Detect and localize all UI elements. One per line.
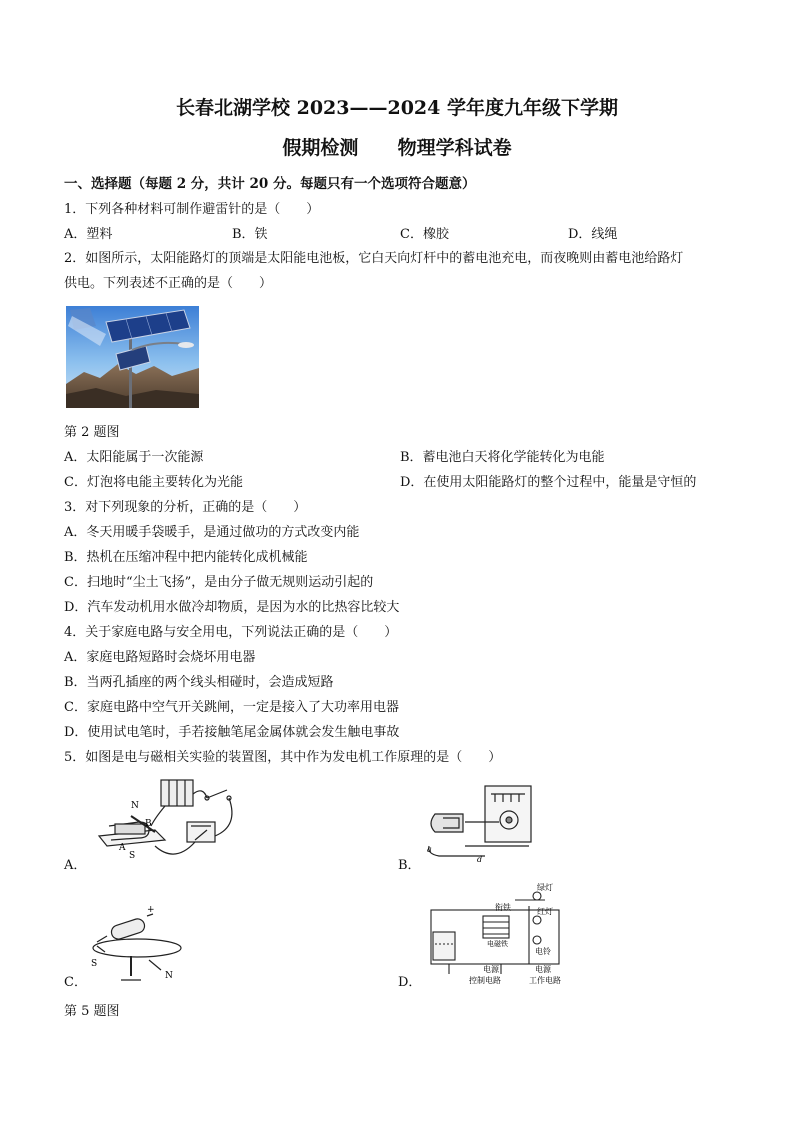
fig-a-label-b: B <box>145 819 152 829</box>
fig-d-label-bell: 电铃 <box>535 947 551 956</box>
q3-option-a: A．冬天用暖手袋暖手，是通过做功的方式改变内能 <box>64 525 360 540</box>
q5-option-a-label: A． <box>64 858 87 873</box>
exam-title-line2 <box>0 136 794 160</box>
q2-stem-line2: 供电。下列表述不正确的是（ ） <box>64 276 273 291</box>
fig-c-label-n: N <box>165 971 173 981</box>
q4-option-d: D．使用试电笔时，手若接触笔尾金属体就会发生触电事故 <box>64 725 400 740</box>
fig-d-label-control-circuit: 控制电路 <box>469 976 501 985</box>
q1-option-b: B．铁 <box>232 227 268 242</box>
q3-option-c: C．扫地时“尘土飞扬”，是由分子做无规则运动引起的 <box>64 575 374 590</box>
exam-title-line1: 长春北湖学校 2023——2024 学年度九年级下学期 <box>176 97 618 119</box>
q1-stem: 1．下列各种材料可制作避雷针的是（ ） <box>64 202 320 217</box>
fig-d-label-green-light: 绿灯 <box>537 883 553 892</box>
q1-option-d: D．线绳 <box>568 227 618 242</box>
q3-option-b: B．热机在压缩冲程中把内能转化成机械能 <box>64 550 308 565</box>
q5-figure-b <box>425 780 537 868</box>
fig-c-label-s: S <box>91 959 98 969</box>
exam-title-left: 假期检测 <box>282 137 359 159</box>
q1-option-a: A．塑料 <box>64 227 113 242</box>
section-heading: 一、选择题（每题 2 分，共计 20 分。每题只有一个选项符合题意） <box>64 176 476 192</box>
solar-street-lamp-image <box>66 306 199 408</box>
fig-a-label-s: S <box>129 851 136 861</box>
q2-figure-caption: 第 2 题图 <box>64 425 120 440</box>
fig-a-label-a: A <box>119 843 126 853</box>
fig-a-label-n: N <box>131 801 139 811</box>
svg-text:d: d <box>477 855 483 864</box>
fig-d-label-power1: 电源 <box>483 965 499 974</box>
q2-option-b: B．蓄电池白天将化学能转化为电能 <box>400 450 605 465</box>
q4-option-c: C．家庭电路中空气开关跳闸，一定是接入了大功率用电器 <box>64 700 399 715</box>
q1-option-c: C．橡胶 <box>400 227 449 242</box>
fig-d-label-power2: 电源 <box>535 965 551 974</box>
q5-option-c-label: C． <box>64 975 87 990</box>
q2-stem-line1: 2．如图所示，太阳能路灯的顶端是太阳能电池板，它白天向灯杆中的蓄电池充电，而夜晚则由蓄电池给路灯 <box>64 251 684 266</box>
q5-stem: 5．如图是电与磁相关实验的装置图，其中作为发电机工作原理的是（ ） <box>64 750 502 765</box>
q4-stem: 4．关于家庭电路与安全用电，下列说法正确的是（ ） <box>64 625 398 640</box>
svg-text:+: + <box>147 905 155 915</box>
q5-figure-a <box>95 776 245 868</box>
svg-text:a: a <box>427 845 432 854</box>
q3-stem: 3．对下列现象的分析，正确的是（ ） <box>64 500 307 515</box>
fig-d-label-armature: 衔铁 <box>495 903 511 912</box>
exam-title-right: 物理学科试卷 <box>397 137 512 159</box>
q2-option-a: A．太阳能属于一次能源 <box>64 450 204 465</box>
q4-option-b: B．当两孔插座的两个线头相碰时，会造成短路 <box>64 675 334 690</box>
q3-option-d: D．汽车发动机用水做冷却物质，是因为水的比热容比较大 <box>64 600 400 615</box>
fig-d-label-red-light: 红灯 <box>537 907 553 916</box>
q5-figure-d <box>425 882 575 986</box>
q5-option-b-label: B． <box>398 858 421 873</box>
fig-d-label-work-circuit: 工作电路 <box>529 976 561 985</box>
q4-option-a: A．家庭电路短路时会烧坏用电器 <box>64 650 256 665</box>
q2-option-c: C．灯泡将电能主要转化为光能 <box>64 475 243 490</box>
fig-d-label-electromagnet: 电磁铁 <box>487 940 508 948</box>
q5-figure-c <box>85 900 185 988</box>
q5-option-d-label: D． <box>398 975 422 990</box>
q2-option-d: D．在使用太阳能路灯的整个过程中，能量是守恒的 <box>400 475 697 490</box>
q5-figure-caption: 第 5 题图 <box>64 1004 120 1019</box>
